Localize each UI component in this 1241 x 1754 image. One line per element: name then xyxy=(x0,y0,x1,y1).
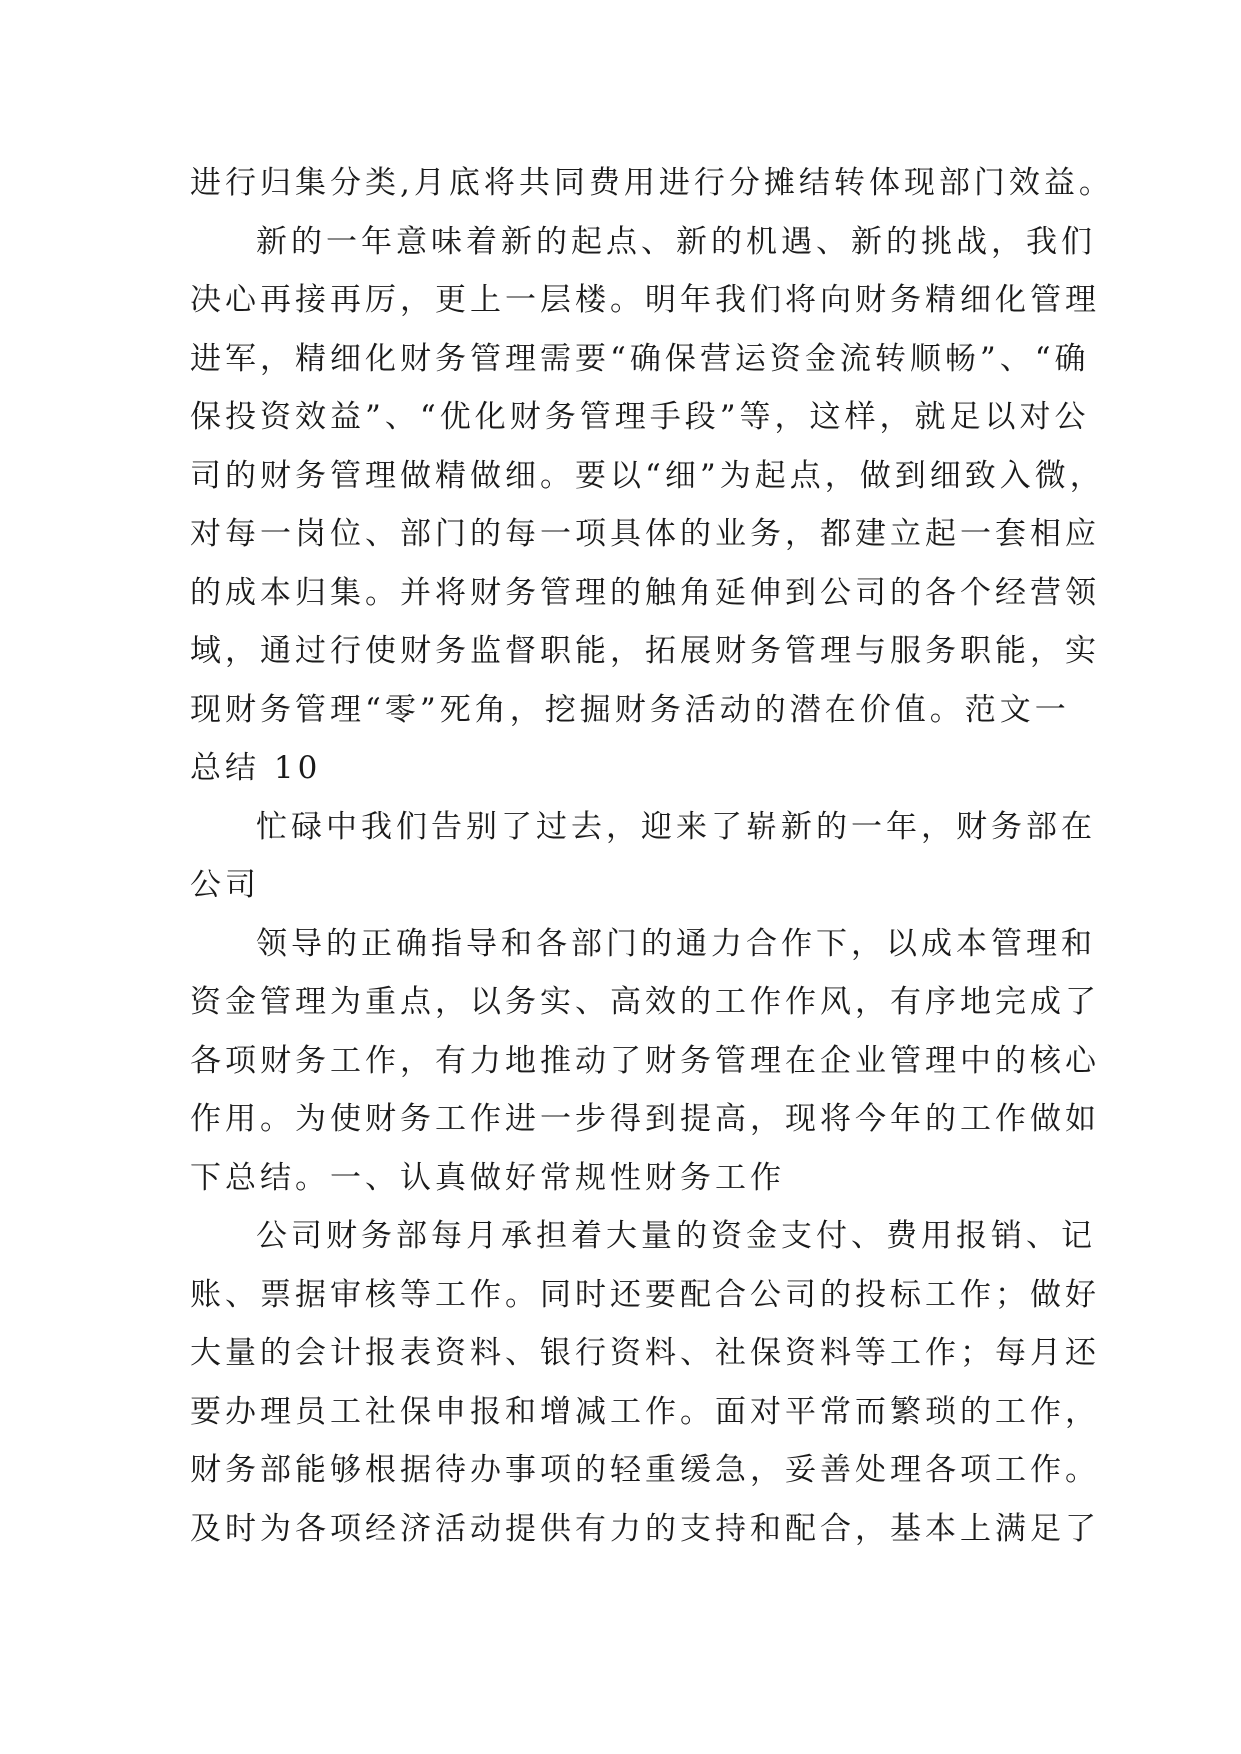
text-line: 资金管理为重点，以务实、高效的工作作风，有序地完成了 xyxy=(190,984,1100,1020)
text-line: 的成本归集。并将财务管理的触角延伸到公司的各个经营领 xyxy=(190,574,1100,611)
document-body xyxy=(190,154,1114,1558)
text-line: 保投资效益”、“优化财务管理手段”等，这样，就足以对公 xyxy=(190,399,1090,435)
text-line: 作用。为使财务工作进一步得到提高，现将今年的工作做如 xyxy=(190,1101,1100,1137)
text-line: 对每一岗位、部门的每一项具体的业务，都建立起一套相应 xyxy=(190,516,1100,552)
text-line: 领导的正确指导和各部门的通力合作下，以成本管理和 xyxy=(256,925,1096,962)
text-line: 各项财务工作，有力地推动了财务管理在企业管理中的核心 xyxy=(190,1042,1100,1079)
text-line: 忙碌中我们告别了过去，迎来了崭新的一年，财务部在 xyxy=(256,808,1096,845)
text-line: 进军，精细化财务管理需要“确保营运资金流转顺畅”、“确 xyxy=(190,340,1090,377)
text-line: 公司财务部每月承担着大量的资金支付、费用报销、记 xyxy=(256,1218,1096,1254)
text-line: 新的一年意味着新的起点、新的机遇、新的挑战，我们 xyxy=(256,223,1096,260)
text-line: 财务部能够根据待办事项的轻重缓急，妥善处理各项工作。 xyxy=(190,1452,1100,1488)
text-line: 域，通过行使财务监督职能，拓展财务管理与服务职能，实 xyxy=(190,633,1100,669)
text-line: 下总结。一、认真做好常规性财务工作 xyxy=(190,1159,785,1196)
text-line: 总结 10 xyxy=(190,750,322,786)
text-line: 要办理员工社保申报和增减工作。面对平常而繁琐的工作， xyxy=(190,1393,1100,1430)
text-line: 司的财务管理做精做细。要以“细”为起点，做到细致入微， xyxy=(190,457,1105,494)
text-line: 大量的会计报表资料、银行资料、社保资料等工作；每月还 xyxy=(190,1335,1100,1371)
text-line: 现财务管理“零”死角，挖掘财务活动的潜在价值。范文一 xyxy=(190,691,1070,728)
text-line: 进行归集分类,月底将共同费用进行分摊结转体现部门效益。 xyxy=(190,165,1114,201)
text-line: 决心再接再厉，更上一层楼。明年我们将向财务精细化管理 xyxy=(190,282,1100,318)
text-line: 公司 xyxy=(190,867,260,903)
text-line: 账、票据审核等工作。同时还要配合公司的投标工作；做好 xyxy=(190,1276,1100,1313)
text-line: 及时为各项经济活动提供有力的支持和配合，基本上满足了 xyxy=(190,1510,1100,1547)
